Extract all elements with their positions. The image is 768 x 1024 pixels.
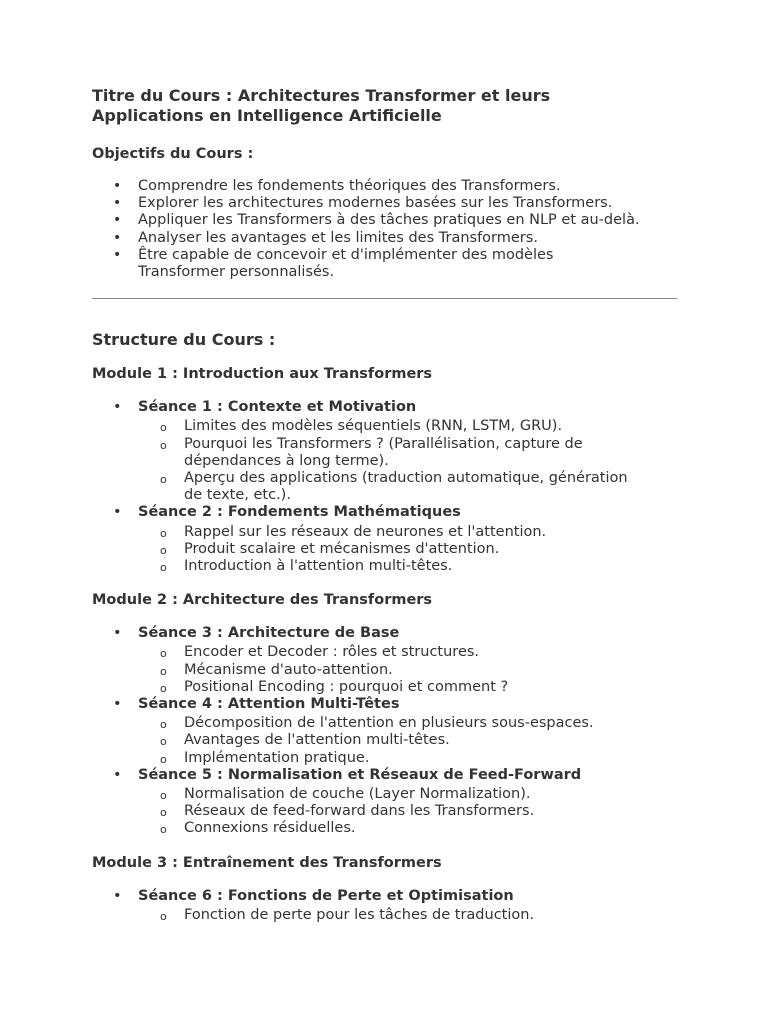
objectives-heading: Objectifs du Cours : [92,146,254,162]
objective-item: • Être capable de concevoir et d'implémenter des modèles Transformer personnalisés. [92,247,682,281]
course-title-line-2: Applications en Intelligence Artificielle [92,106,442,125]
session-list [92,625,682,837]
session-point: o Réseaux de feed-forward dans les Transformers. [138,803,682,820]
session-point: o Décomposition de l'attention en plusieurs sous-espaces. [138,715,682,732]
session-title: • Séance 2 : Fondements Mathématiques [138,504,461,521]
course-title-line-1: Titre du Cours : Architectures Transformer et leurs [92,86,551,105]
session-title: • Séance 3 : Architecture de Base [138,625,400,642]
session-point: o Pourquoi les Transformers ? (Parallélisation, capture de dépendances à long terme). [138,436,682,470]
module-heading: Module 1 : Introduction aux Transformers [92,366,433,383]
session-point: o Fonction de perte pour les tâches de traduction. [138,907,682,924]
session-point: o Produit scalaire et mécanismes d'attention. [138,541,682,558]
session-item [92,767,682,838]
session-item [92,888,682,924]
session-item [92,399,682,504]
session-title: • Séance 4 : Attention Multi-Têtes [138,696,400,713]
session-point: o Connexions résiduelles. [138,820,682,837]
session-points [138,524,682,576]
session-point: o Normalisation de couche (Layer Normalization). [138,786,682,803]
session-list [92,888,682,924]
course-title [92,86,682,126]
session-points [138,715,682,767]
session-item [92,696,682,767]
horizontal-divider [92,298,677,299]
session-point: o Limites des modèles séquentiels (RNN, LSTM, GRU). [138,418,682,435]
session-title: • Séance 5 : Normalisation et Réseaux de Feed-Forward [138,766,582,783]
session-point: o Encoder et Decoder : rôles et structures. [138,644,682,661]
module-3 [92,854,682,924]
objective-item: • Explorer les architectures modernes basées sur les Transformers. [92,195,682,212]
objective-item: • Analyser les avantages et les limites des Transformers. [92,230,682,247]
session-item [92,625,682,696]
session-points [138,907,682,924]
session-point: o Positional Encoding : pourquoi et comment ? [138,679,682,696]
structure-heading: Structure du Cours : [92,330,276,350]
session-points [138,644,682,696]
module-heading: Module 2 : Architecture des Transformers [92,592,433,609]
session-points [138,418,682,504]
module-1 [92,365,682,575]
module-2 [92,591,682,837]
objective-item: • Appliquer les Transformers à des tâches pratiques en NLP et au-delà. [92,212,682,229]
session-item [92,504,682,575]
objective-item: • Comprendre les fondements théoriques des Transformers. [92,178,682,195]
session-point: o Implémentation pratique. [138,750,682,767]
session-list [92,399,682,575]
session-point: o Introduction à l'attention multi-têtes. [138,558,682,575]
session-point: o Aperçu des applications (traduction automatique, génération de texte, etc.). [138,470,682,504]
session-point: o Rappel sur les réseaux de neurones et l'attention. [138,524,682,541]
document-page [92,86,682,924]
session-point: o Avantages de l'attention multi-têtes. [138,732,682,749]
module-heading: Module 3 : Entraînement des Transformers [92,854,442,871]
session-points [138,786,682,838]
session-title: • Séance 1 : Contexte et Motivation [138,399,417,416]
objectives-list [92,178,682,281]
session-title: • Séance 6 : Fonctions de Perte et Optimisation [138,887,514,904]
session-point: o Mécanisme d'auto-attention. [138,662,682,679]
